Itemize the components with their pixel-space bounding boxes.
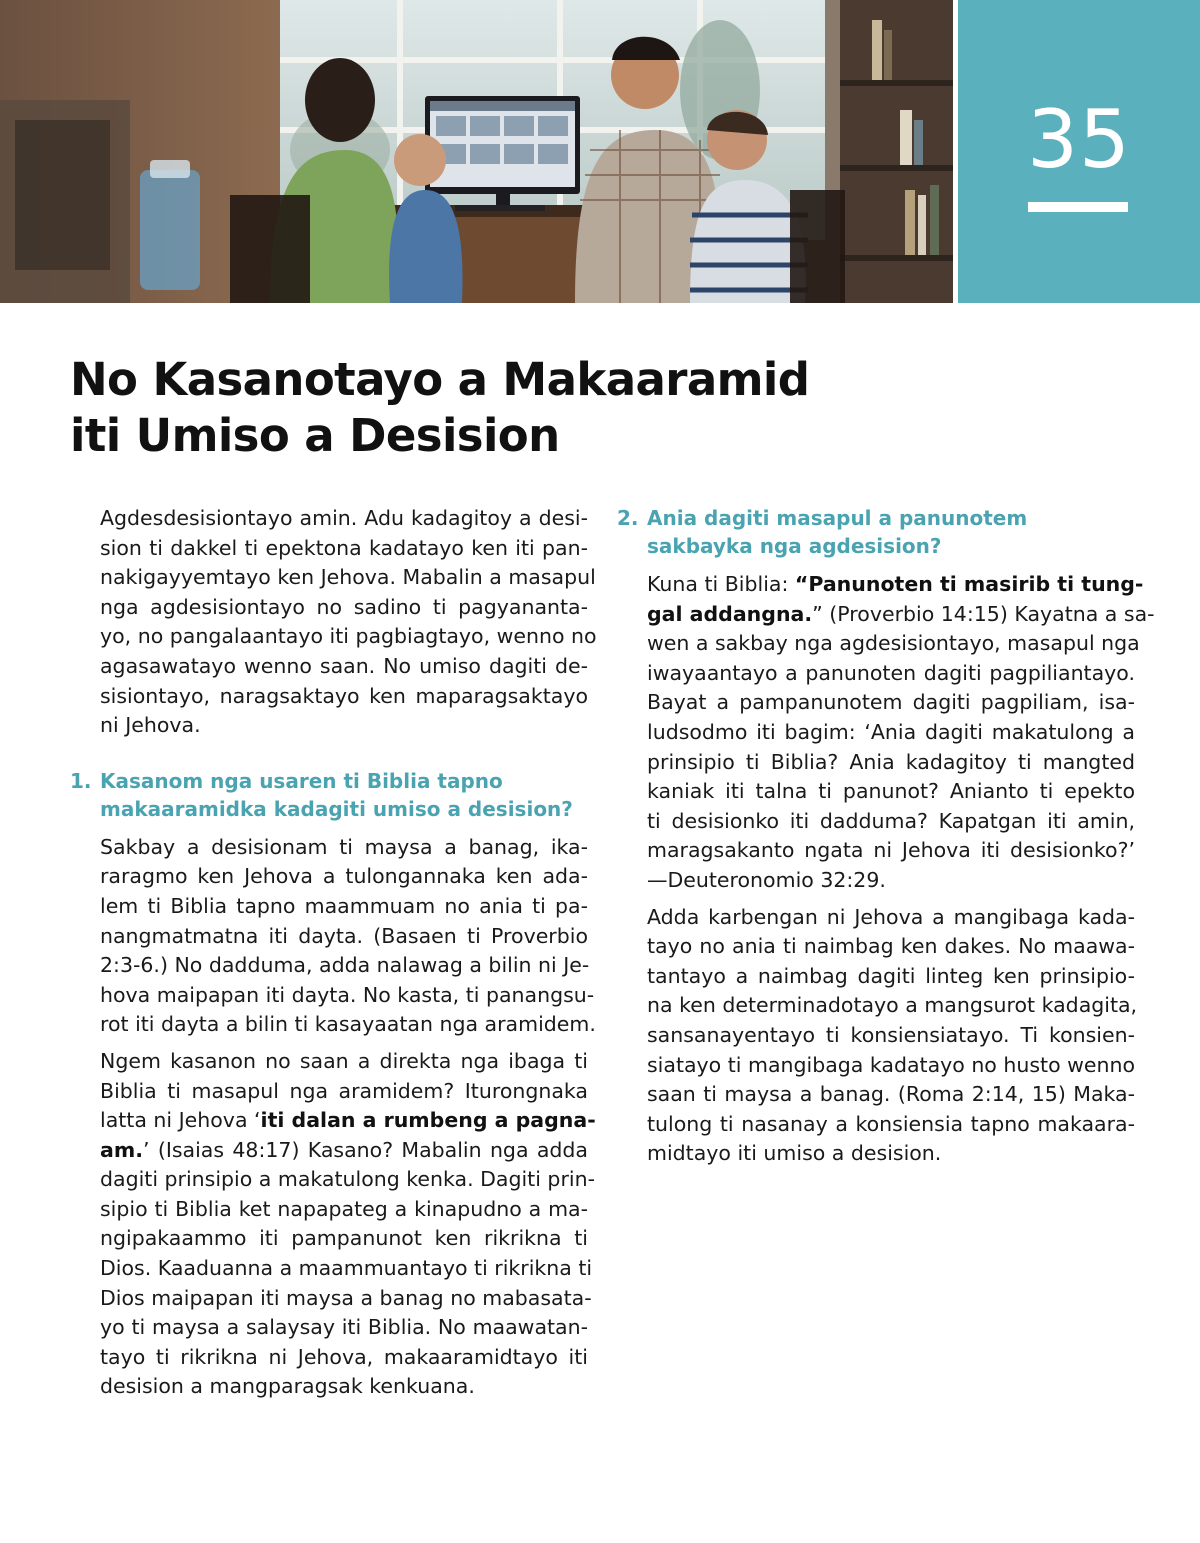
text-line: ti desisionko iti dadduma? Kapatgan iti amin, xyxy=(647,808,1135,833)
text-line: hova maipapan iti dayta. No kasta, ti panangsu- xyxy=(100,982,595,1007)
text-line: midtayo iti umiso a desision. xyxy=(647,1141,942,1166)
left-column xyxy=(70,504,597,1409)
text-line: Dios maipapan iti maysa a banag no mabasata- xyxy=(100,1285,592,1310)
question-number: 1. xyxy=(70,768,92,793)
text-line xyxy=(100,1106,596,1136)
question-1-paragraph-2 xyxy=(100,1047,596,1402)
text-line: saan ti maysa a banag. (Roma 2:14, 15) Maka- xyxy=(647,1082,1135,1107)
text-line: Ngem kasanon no saan a direkta nga ibaga ti xyxy=(100,1048,588,1073)
text-line: ngipakaammo iti pampanunot ken rikrikna ti xyxy=(100,1226,588,1251)
text-line: raragmo ken Jehova a tulongannaka ken ada- xyxy=(100,864,588,889)
scripture-quote: gal addangna. xyxy=(647,601,813,626)
lesson-number-underline xyxy=(1028,202,1128,212)
intro-paragraph xyxy=(100,504,597,741)
text-line xyxy=(100,1136,588,1166)
question-1-heading xyxy=(70,767,588,823)
text-line: dagiti prinsipio a makatulong kenka. Dagiti prin- xyxy=(100,1167,595,1192)
text-line: —Deuteronomio 32:29. xyxy=(647,867,886,892)
text-line: rot iti dayta a bilin ti kasayaatan nga aramidem. xyxy=(100,1012,596,1037)
question-text-line: makaaramidka kadagiti umiso a desision? xyxy=(100,796,573,821)
text-line: sipio ti Biblia ket napapateg a kinapudno a ma- xyxy=(100,1196,588,1221)
text-line: sion ti dakkel ti epektona kadatayo ken iti pan- xyxy=(100,535,588,560)
text-line: Sakbay a desisionam ti maysa a banag, ika- xyxy=(100,834,588,859)
question-2-heading xyxy=(617,504,1135,560)
text-line: agasawatayo wenno saan. No umiso dagiti de- xyxy=(100,653,588,678)
text-line: na ken determinadotayo a mangsurot kadagita, xyxy=(647,993,1138,1018)
header-photo xyxy=(0,0,953,303)
text-line: nakigayyemtayo ken Jehova. Mabalin a masapul xyxy=(100,565,596,590)
text-run: latta ni Jehova ‘ xyxy=(100,1108,261,1133)
text-line: 2:3-6.) No dadduma, adda nalawag a bilin ni Je- xyxy=(100,953,590,978)
scripture-quote: am. xyxy=(100,1137,143,1162)
text-line: Agdesdesisiontayo amin. Adu kadagitoy a desi- xyxy=(100,506,588,530)
text-line xyxy=(647,600,1155,630)
text-line: lem ti Biblia tapno maammuam no ania ti pa- xyxy=(100,893,588,918)
text-line xyxy=(647,570,1144,600)
question-text-line: sakbayka nga agdesision? xyxy=(647,534,942,558)
lesson-number-box xyxy=(958,0,1200,303)
text-line: Biblia ti masapul nga aramidem? Iturongnaka xyxy=(100,1078,588,1103)
page-title xyxy=(70,352,890,464)
text-line: tayo ti rikrikna ni Jehova, makaaramidtayo iti xyxy=(100,1344,588,1369)
text-line: siatayo ti mangibaga kadatayo no husto wenno xyxy=(647,1052,1136,1077)
right-column xyxy=(617,504,1155,1176)
text-line: ludsodmo iti bagim: ‘Ania dagiti makatulong a xyxy=(647,719,1135,744)
text-line: tantayo a naimbag dagiti linteg ken prinsipio- xyxy=(647,963,1135,988)
text-line: nga agdesisiontayo no sadino ti pagyananta- xyxy=(100,594,588,619)
text-line: nangmatmatna iti dayta. (Basaen ti Proverbio xyxy=(100,923,588,948)
text-line: Adda karbengan ni Jehova a mangibaga kada- xyxy=(647,904,1135,929)
question-text-line: Ania dagiti masapul a panunotem xyxy=(647,506,1028,530)
page-title-line-2: iti Umiso a Desision xyxy=(70,409,560,462)
page-title-line-1: No Kasanotayo a Makaaramid xyxy=(70,353,810,406)
question-2-paragraph-2 xyxy=(647,903,1138,1169)
text-line: Dios. Kaaduanna a maammuantayo ti rikrikna ti xyxy=(100,1256,593,1281)
text-line: iwayaantayo a panunoten dagiti pagpiliantayo. xyxy=(647,660,1135,685)
text-run: ” (Proverbio 14:15) Kayatna a sa- xyxy=(812,601,1155,626)
text-line: tayo no ania ti naimbag ken dakes. No maawa- xyxy=(647,934,1135,959)
scripture-quote: “Panunoten ti masirib ti tung- xyxy=(794,572,1144,596)
text-line: desision a mangparagsak kenkuana. xyxy=(100,1374,475,1399)
text-line: yo ti maysa a salaysay iti Biblia. No maawatan- xyxy=(100,1315,588,1340)
question-number: 2. xyxy=(617,506,639,530)
question-text-line: Kasanom nga usaren ti Biblia tapno xyxy=(100,768,503,793)
text-line: sisiontayo, naragsaktayo ken maparagsaktayo xyxy=(100,683,588,708)
text-run: ’ (Isaias 48:17) Kasano? Mabalin nga adda xyxy=(142,1137,588,1162)
text-line: tulong ti nasanay a konsiensia tapno makaara- xyxy=(647,1111,1135,1136)
text-run: Kuna ti Biblia: xyxy=(647,572,795,596)
text-line: yo, no pangalaantayo iti pagbiagtayo, wenno no xyxy=(100,624,597,649)
text-line: sansanayentayo ti konsiensiatayo. Ti konsien- xyxy=(647,1022,1135,1047)
text-line: maragsakanto ngata ni Jehova iti desisionko?’ xyxy=(647,838,1135,863)
question-1-paragraph-1 xyxy=(100,833,596,1040)
text-line: ni Jehova. xyxy=(100,713,201,738)
lesson-number: 35 xyxy=(1027,93,1131,186)
text-line: wen a sakbay nga agdesisiontayo, masapul nga xyxy=(647,631,1140,656)
scripture-quote: iti dalan a rumbeng a pagna- xyxy=(260,1108,596,1133)
text-line: Bayat a pampanunotem dagiti pagpiliam, isa- xyxy=(647,690,1135,715)
text-line: prinsipio ti Biblia? Ania kadagitoy ti mangted xyxy=(647,749,1135,774)
question-2-paragraph-1 xyxy=(647,570,1155,896)
text-line: kaniak iti talna ti panunot? Anianto ti epekto xyxy=(647,779,1135,804)
